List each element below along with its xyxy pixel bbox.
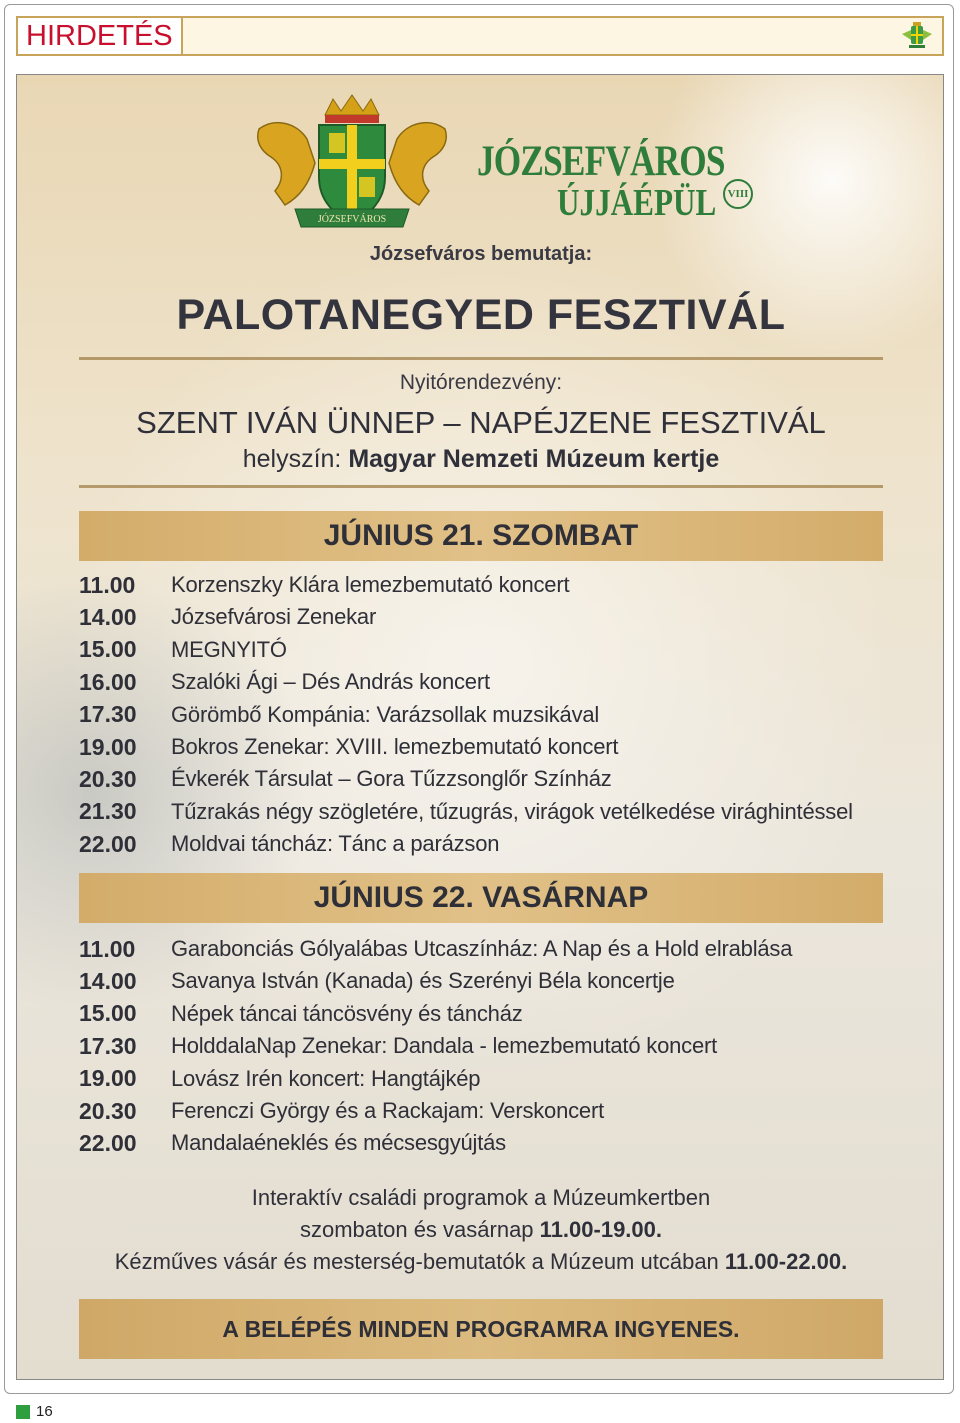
schedule-time: 11.00 <box>79 571 136 598</box>
schedule-row <box>79 965 675 997</box>
footer-market-hours: 11.00-22.00. <box>724 1249 848 1274</box>
schedule-event: HolddalaNap Zenekar: Dandala - lemezbemutató koncert <box>171 1033 718 1059</box>
venue-line <box>17 445 944 474</box>
schedule-row <box>79 1030 717 1062</box>
footer-market: Kézműves vásár és mesterség-bemutatók a Múzeum utcában <box>114 1249 719 1274</box>
footer-line-programs: Interaktív családi programok a Múzeumkertben <box>251 1185 711 1210</box>
schedule-row <box>79 569 569 601</box>
schedule-row <box>79 1063 480 1095</box>
divider <box>79 485 883 488</box>
schedule-row <box>79 933 792 965</box>
footer-line-market <box>17 1249 944 1275</box>
schedule-time: 21.30 <box>79 798 137 825</box>
schedule-time: 17.30 <box>79 701 137 728</box>
brand-logo <box>477 137 777 227</box>
jozsefvaros-coat-of-arms-icon <box>245 93 459 233</box>
schedule-event: Savanya István (Kanada) és Szerényi Béla koncertje <box>171 968 675 994</box>
schedule-row <box>79 634 287 666</box>
page-marker <box>16 1405 30 1419</box>
day-heading-sunday: JÚNIUS 22. VASÁRNAP <box>79 873 883 923</box>
schedule-event: Szalóki Ági – Dés András koncert <box>171 669 490 695</box>
free-entry-banner: A BELÉPÉS MINDEN PROGRAMRA INGYENES. <box>79 1299 883 1359</box>
schedule-row <box>79 699 599 731</box>
festival-poster <box>16 74 944 1380</box>
crest-ribbon-text: JÓZSEFVÁROS <box>317 214 387 225</box>
schedule-event: Garabonciás Gólyalábas Utcaszínház: A Nap és a Hold elrablása <box>171 936 793 961</box>
schedule-time: 20.30 <box>79 1097 137 1124</box>
venue-name: Magyar Nemzeti Múzeum kertje <box>348 445 720 473</box>
schedule-time: 17.30 <box>79 1032 137 1059</box>
schedule-row <box>79 796 853 828</box>
opening-label: Nyitórendezvény: <box>399 371 563 394</box>
schedule-time: 20.30 <box>79 765 137 792</box>
schedule-time: 22.00 <box>79 1129 137 1156</box>
schedule-row <box>79 1095 604 1127</box>
schedule-row <box>79 666 490 698</box>
schedule-row <box>79 601 376 633</box>
header-bar <box>16 16 944 56</box>
schedule-event: Józsefvárosi Zenekar <box>171 604 377 630</box>
schedule-row <box>79 998 523 1030</box>
schedule-time: 15.00 <box>79 636 137 663</box>
schedule-row <box>79 1127 506 1159</box>
district-badge: VIII <box>723 179 753 209</box>
schedule-event: Népek táncai táncösvény és táncház <box>171 1000 523 1026</box>
page-number: 16 <box>36 1403 53 1420</box>
section-label: HIRDETÉS <box>18 18 183 54</box>
festival-title: PALOTANEGYED FESZTIVÁL <box>176 291 786 339</box>
schedule-event: Bokros Zenekar: XVIII. lemezbemutató koncert <box>171 734 619 759</box>
venue-prefix: helyszín: <box>242 445 342 473</box>
schedule-row <box>79 731 618 763</box>
schedule-event: Moldvai táncház: Tánc a parázson <box>171 831 500 857</box>
presents-line: Józsefváros bemutatja: <box>369 243 593 265</box>
divider <box>79 357 883 360</box>
brand-line2: ÚJJÁÉPÜL <box>557 182 717 224</box>
schedule-event: Korzenszky Klára lemezbemutató koncert <box>171 572 570 597</box>
schedule-time: 14.00 <box>79 603 137 630</box>
schedule-time: 19.00 <box>79 733 137 760</box>
footer-days: szombaton és vasárnap <box>299 1217 534 1242</box>
brand-line1: JÓZSEFVÁROS <box>477 138 725 185</box>
schedule-event: Évkerék Társulat – Gora Tűzzsonglőr Színház <box>171 766 612 792</box>
schedule-event: Ferenczi György és a Rackajam: Verskoncert <box>171 1098 604 1123</box>
schedule-row <box>79 828 499 860</box>
jozsefvaros-emblem-icon <box>900 20 934 52</box>
schedule-row <box>79 763 612 795</box>
schedule-time: 11.00 <box>79 935 136 962</box>
schedule-event: Görömbő Kompánia: Varázsollak muzsikával <box>171 701 600 727</box>
footer-hours: 11.00-19.00. <box>539 1217 663 1242</box>
schedule-time: 14.00 <box>79 967 137 994</box>
schedule-event: Mandalaéneklés és mécsesgyújtás <box>171 1130 506 1156</box>
footer-line-hours <box>17 1217 944 1243</box>
schedule-event: Lovász Irén koncert: Hangtájkép <box>171 1065 481 1091</box>
schedule-time: 19.00 <box>79 1065 137 1092</box>
opening-title: SZENT IVÁN ÜNNEP – NAPÉJZENE FESZTIVÁL <box>136 405 826 440</box>
schedule-event: MEGNYITÓ <box>171 636 287 662</box>
schedule-time: 15.00 <box>79 1000 137 1027</box>
schedule-time: 22.00 <box>79 830 137 857</box>
schedule-event: Tűzrakás négy szögletére, tűzugrás, virágok vetélkedése virághintéssel <box>171 798 853 824</box>
schedule-time: 16.00 <box>79 668 137 695</box>
day-heading-saturday: JÚNIUS 21. SZOMBAT <box>79 511 883 561</box>
